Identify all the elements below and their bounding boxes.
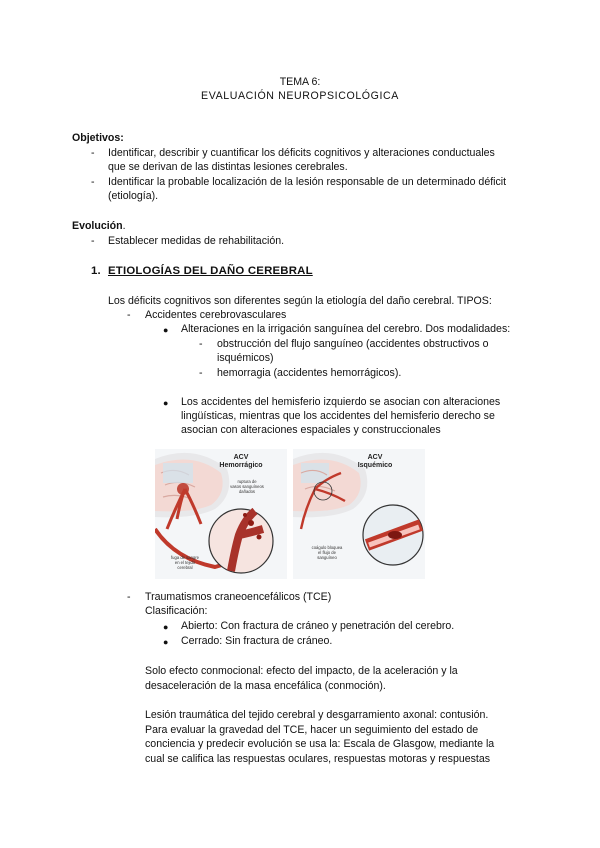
evolucion-item-1: Establecer medidas de rehabilitación. [108,235,285,247]
objetivos-title: Objetivos [72,132,121,144]
acv-bullet2-line1: Los accidentes del hemisferio izquierdo se asocian con alteraciones [181,396,501,408]
left-title1: ACV [233,454,249,461]
tce-p2-line2: Para evaluar la gravedad del TCE, hacer un seguimiento del estado de [145,724,479,736]
blood-drop [248,520,254,526]
tce-bullet1: Abierto: Con fractura de cráneo y penetración del cerebro. [181,620,455,632]
acv-bullet1: Alteraciones en la irrigación sanguínea del cerebro. Dos modalidades: [181,323,511,335]
tce-bullet2: Cerrado: Sin fractura de cráneo. [181,635,333,647]
leak-label1: fuga de sangre [171,555,199,560]
section1-title: ETIOLOGÍAS DEL DAÑO CEREBRAL [108,265,313,277]
clot-label3: sanguíneo [317,555,337,560]
objetivos-heading [72,131,124,145]
dash-marker: - [91,176,95,188]
dash-marker: - [91,235,95,247]
doc-title-line2: EVALUACIÓN NEUROPSICOLÓGICA [201,90,399,102]
rupture-label3: dañados [238,489,256,494]
bullet-marker: ● [163,398,169,408]
stroke-types-illustration [155,449,425,579]
bullet-marker: ● [163,637,169,647]
leak-label2: en el tejido [174,560,196,565]
objetivo-1-line1: Identificar, describir y cuantificar los déficits cognitivos y alteraciones conductuales [108,147,495,159]
rupture-label1: ruptura de [237,479,257,484]
tce-p2-line3: conciencia y predecir evolución se usa la: Escala de Glasgow, mediante la [145,738,495,750]
clot-label2: el flujo de [318,550,336,555]
tce-label: Traumatismos craneoencefálicos (TCE) [145,591,332,603]
tce-p1-line1: Solo efecto conmocional: efecto del impacto, de la aceleración y la [145,665,458,677]
acv-bullet2-line3: asocian con alteraciones espaciales y construccionales [181,424,441,436]
tce-p1-line2: desaceleración de la masa encefálica (conmoción). [145,680,386,692]
right-title2: Isquémico [357,462,393,469]
evolucion-dot: . [122,220,126,232]
right-title1: ACV [367,454,383,461]
acv-sub1-line1: obstrucción del flujo sanguíneo (accidentes obstructivos o [217,338,489,350]
dash-marker: - [199,338,203,350]
rupture-label2: vasos sanguíneos [230,484,264,489]
dash-marker: - [91,147,95,159]
objetivos-colon: : [120,132,124,144]
objetivo-2-line2: (etiología). [108,190,159,202]
acv-bullet2-line2: lingüísticas, mientras que los accidentes del hemisferio derecho se [181,410,495,422]
doc-title-line1: TEMA 6: [279,76,321,88]
left-ventricle-area [163,463,193,483]
dash-marker: - [199,367,203,379]
clot [388,531,402,539]
acv-sub1-line2: isquémicos) [217,352,274,364]
tce-p2-line4: cual se califica las respuestas oculares, respuestas motoras y respuestas [145,753,491,765]
dash-marker: - [127,591,131,603]
section1-number: 1. [91,265,101,277]
clot-label1: coágulo bloquea [311,545,343,550]
objetivo-2-line1: Identificar la probable localización de la lesión responsable de un determinado déficit [108,176,507,188]
left-title2: Hemorrágico [219,462,263,469]
objetivo-1-line2: que se derivan de las distintas lesiones cerebrales. [108,161,348,173]
leak-label3: cerebral [177,565,193,570]
tce-clasificacion: Clasificación: [145,605,208,617]
bullet-marker: ● [163,325,169,335]
acv-label: Accidentes cerebrovasculares [145,309,287,321]
tce-p2-line1: Lesión traumática del tejido cerebral y desgarramiento axonal: contusión. [145,709,489,721]
blood-drop [243,513,247,517]
bullet-marker: ● [163,622,169,632]
blood-drop [257,535,262,540]
evolucion-heading [72,219,126,233]
acv-sub2: hemorragia (accidentes hemorrágicos). [217,367,402,379]
dash-marker: - [127,309,131,321]
section1-intro: Los déficits cognitivos son diferentes según la etiología del daño cerebral. TIPOS: [108,295,492,307]
evolucion-title: Evolución [72,220,123,232]
